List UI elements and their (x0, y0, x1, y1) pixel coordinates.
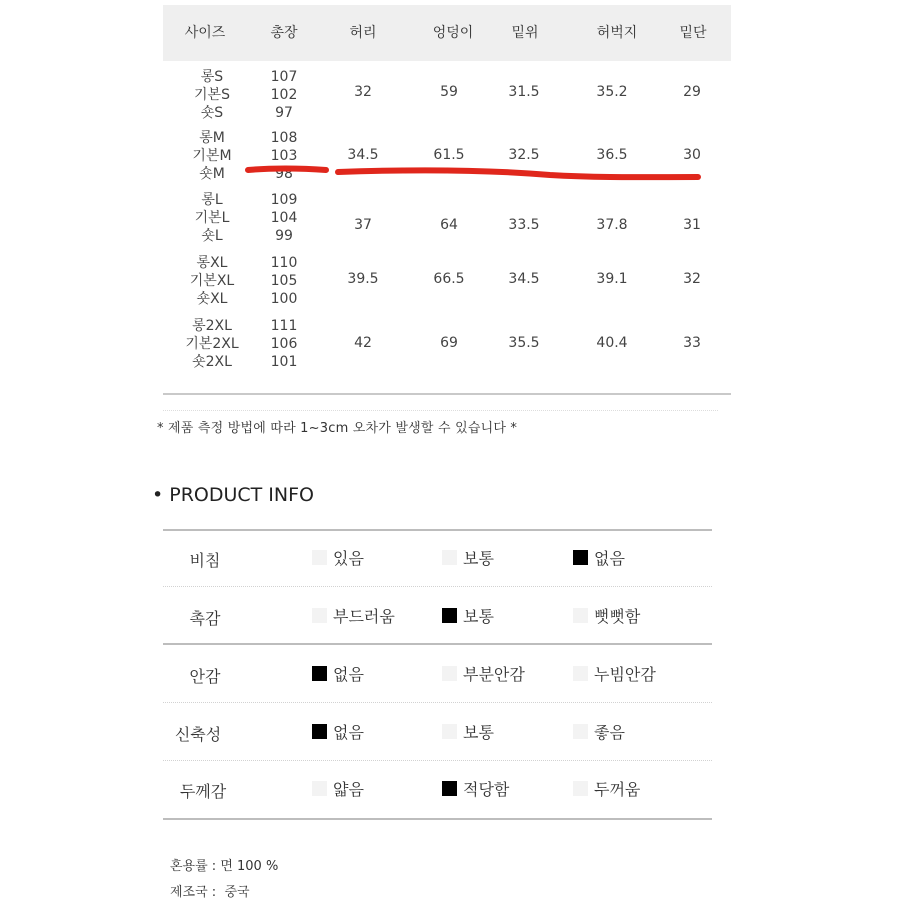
option (312, 777, 364, 800)
option-label: 없음 (333, 723, 364, 742)
option (442, 604, 494, 627)
thigh-value: 35.2 (596, 84, 628, 100)
checkbox-icon (312, 666, 327, 681)
size-lengths: 109 104 99 (270, 192, 298, 244)
waist-value: 32 (354, 84, 372, 100)
attr-label: 두께감 (179, 782, 227, 801)
hip-value: 69 (440, 335, 458, 351)
option (573, 720, 625, 743)
header-length: 총장 (270, 25, 298, 41)
size-names: 롱2XL 기본2XL 숏2XL (185, 318, 239, 370)
header-hem: 밑단 (679, 25, 707, 41)
checkbox-icon (573, 724, 588, 739)
size-names: 롱L 기본L 숏L (194, 192, 230, 244)
option (573, 546, 625, 569)
option-label: 보통 (463, 607, 494, 626)
checkbox-icon (312, 724, 327, 739)
rise-value: 34.5 (508, 271, 540, 287)
size-names: 롱M 기본M 숏M (192, 130, 232, 182)
checkbox-icon (442, 781, 457, 796)
table-bottom-border (163, 393, 731, 395)
option (442, 720, 494, 743)
divider (163, 702, 712, 703)
waist-value: 37 (354, 217, 372, 233)
hem-value: 31 (683, 217, 701, 233)
hem-value: 32 (683, 271, 701, 287)
table-divider (163, 410, 718, 411)
option-label: 얇음 (333, 780, 364, 799)
option-label: 부드러움 (333, 607, 395, 626)
option-label: 있음 (333, 549, 364, 568)
checkbox-icon (573, 666, 588, 681)
header-rise: 밑위 (511, 25, 539, 41)
waist-value: 42 (354, 335, 372, 351)
hip-value: 64 (440, 217, 458, 233)
option-label: 좋음 (594, 723, 625, 742)
option (442, 662, 525, 685)
size-lengths: 110 105 100 (270, 255, 298, 307)
attr-label: 신축성 (174, 725, 222, 744)
attr-label: 비침 (189, 551, 221, 570)
thigh-value: 37.8 (596, 217, 628, 233)
product-info-title: • PRODUCT INFO (152, 484, 315, 506)
header-thigh: 허벅지 (596, 25, 638, 41)
option (312, 604, 395, 627)
checkbox-icon (442, 666, 457, 681)
rise-value: 32.5 (508, 147, 540, 163)
option-label: 누빔안감 (594, 665, 656, 684)
divider (163, 643, 712, 645)
option-label: 없음 (594, 549, 625, 568)
divider (163, 529, 712, 531)
hip-value: 59 (440, 84, 458, 100)
divider (163, 760, 712, 761)
attr-label: 촉감 (189, 609, 221, 628)
highlight-underline (240, 158, 710, 188)
checkbox-icon (573, 608, 588, 623)
checkbox-icon (442, 550, 457, 565)
option (442, 546, 494, 569)
checkbox-icon (312, 608, 327, 623)
checkbox-icon (312, 781, 327, 796)
header-size: 사이즈 (184, 25, 226, 41)
material-composition: 혼용률 : 면 100 % (170, 859, 279, 874)
rise-value: 35.5 (508, 335, 540, 351)
attr-label: 안감 (189, 667, 221, 686)
thigh-value: 39.1 (596, 271, 628, 287)
option (312, 720, 364, 743)
hem-value: 33 (683, 335, 701, 351)
option-label: 없음 (333, 665, 364, 684)
option-label: 적당함 (463, 780, 510, 799)
size-names: 롱XL 기본XL 숏XL (189, 255, 235, 307)
size-lengths: 111 106 101 (270, 318, 298, 370)
waist-value: 34.5 (347, 147, 379, 163)
checkbox-icon (573, 550, 588, 565)
measurement-note: * 제품 측정 방법에 따라 1~3cm 오차가 발생할 수 있습니다 * (157, 421, 518, 436)
size-lengths: 107 102 97 (270, 69, 298, 121)
divider (163, 818, 712, 820)
hip-value: 66.5 (433, 271, 465, 287)
option (573, 604, 640, 627)
checkbox-icon (312, 550, 327, 565)
option (442, 777, 509, 800)
thigh-value: 40.4 (596, 335, 628, 351)
country-of-origin: 제조국 : 중국 (170, 885, 250, 900)
rise-value: 33.5 (508, 217, 540, 233)
header-hip: 엉덩이 (432, 25, 474, 41)
hip-value: 61.5 (433, 147, 465, 163)
waist-value: 39.5 (347, 271, 379, 287)
option-label: 보통 (463, 549, 494, 568)
option (312, 546, 364, 569)
checkbox-icon (573, 781, 588, 796)
option (573, 662, 656, 685)
option (573, 777, 640, 800)
option-label: 보통 (463, 723, 494, 742)
header-waist: 허리 (349, 25, 377, 41)
checkbox-icon (442, 608, 457, 623)
size-names: 롱S 기본S 숏S (194, 69, 230, 121)
divider (163, 586, 712, 587)
thigh-value: 36.5 (596, 147, 628, 163)
hem-value: 30 (683, 147, 701, 163)
option-label: 뻣뻣함 (594, 607, 641, 626)
option-label: 부분안감 (463, 665, 525, 684)
checkbox-icon (442, 724, 457, 739)
option-label: 두꺼움 (594, 780, 641, 799)
hem-value: 29 (683, 84, 701, 100)
rise-value: 31.5 (508, 84, 540, 100)
size-lengths: 108 103 98 (270, 130, 298, 182)
option (312, 662, 364, 685)
